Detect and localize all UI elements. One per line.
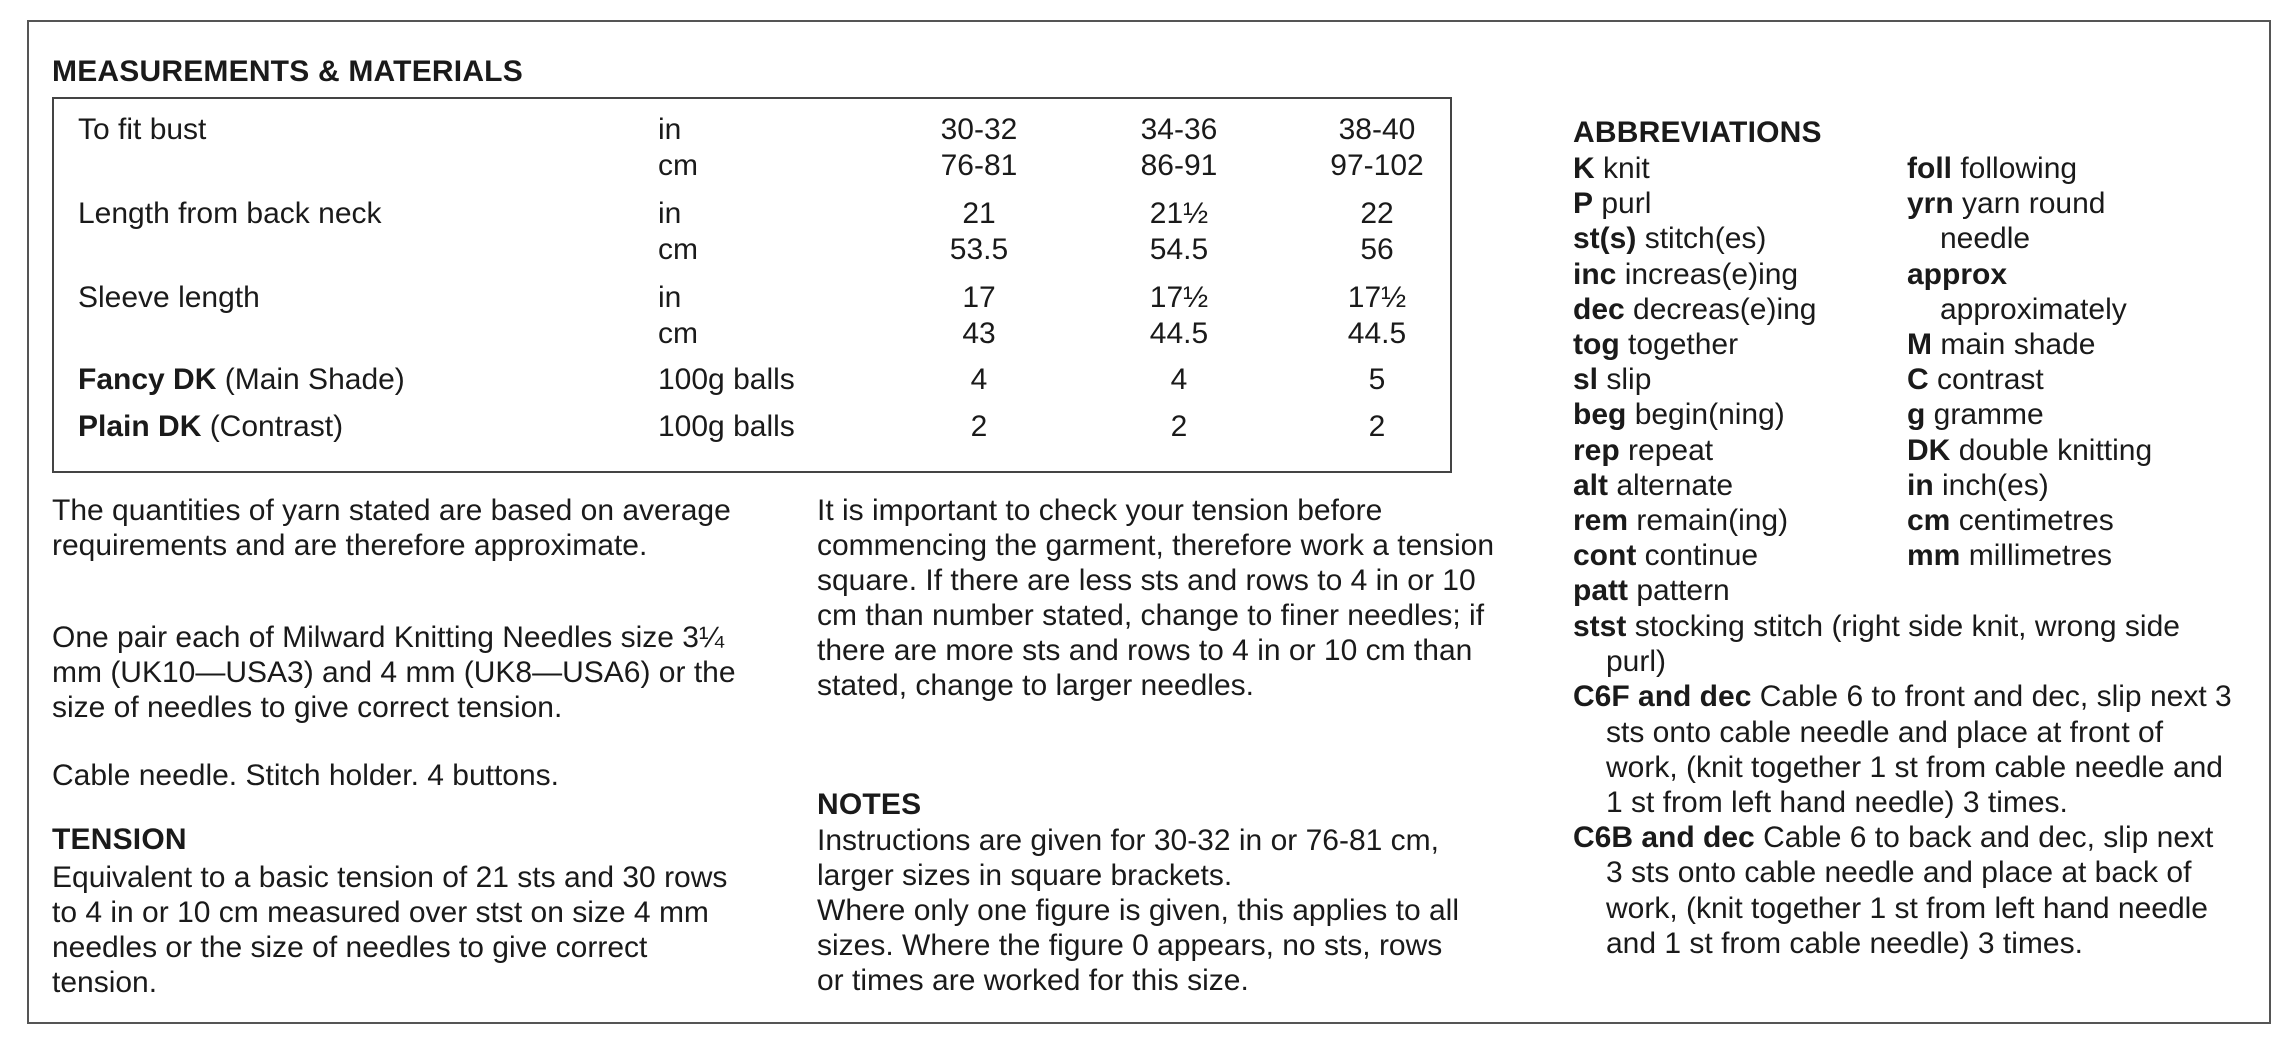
size-1-value: 21 (962, 197, 996, 230)
abbr-continuation: approximately (1940, 292, 2127, 326)
abbr-meaning: remain(ing) (1636, 504, 1789, 538)
size-1-value: 30-32 (940, 113, 1018, 146)
abbr-term: stst (1573, 610, 1627, 643)
abbr-meaning: millimetres (1968, 539, 2113, 573)
list-item (1907, 397, 2152, 432)
list-item (1573, 362, 1816, 397)
abbr-meaning: begin(ning) (1634, 398, 1785, 432)
abbr-term: DK (1907, 433, 1951, 467)
abbr-term: in (1907, 468, 1934, 502)
abbr-term: approx (1907, 257, 2008, 291)
abbr-term: cont (1573, 539, 1637, 573)
abbr-term: patt (1573, 574, 1628, 608)
list-item (1907, 151, 2152, 186)
abbr-term: K (1573, 152, 1595, 185)
size-1-value: 76-81 (940, 149, 1018, 182)
list-item (1573, 573, 1816, 608)
measurements-table (52, 97, 1452, 473)
size-1-value: 2 (970, 410, 988, 443)
size-1-value: 53.5 (949, 233, 1009, 266)
row-unit: in (658, 197, 682, 230)
row-unit: in (658, 113, 682, 146)
size-2-value: 86-91 (1140, 149, 1218, 182)
abbr-term: C6F and dec (1573, 680, 1752, 714)
abbr-term: foll (1907, 152, 1952, 185)
list-item (1907, 186, 2152, 221)
size-3-value: 38-40 (1338, 113, 1416, 146)
abbr-meaning: pattern (1636, 574, 1730, 608)
notes-heading: NOTES (817, 788, 922, 821)
list-item (1573, 186, 1816, 221)
abbr-term: C (1907, 363, 1929, 397)
yarn-label (78, 362, 405, 398)
size-3-value: 56 (1360, 233, 1394, 266)
abbr-term: rep (1573, 433, 1620, 467)
abbr-term: P (1573, 187, 1594, 221)
abbr-term: rem (1573, 504, 1629, 538)
abbr-meaning: Cable 6 to front and dec, slip next 3 sts onto cable needle and place at front of work, (knit together 1 st from cable needle and 1 st from left hand needle) 3 times. (1606, 680, 2232, 820)
abbr-term: tog (1573, 328, 1620, 362)
abbr-meaning: following (1960, 152, 2078, 185)
yarn-name: Fancy DK (78, 363, 217, 396)
abbr-term: yrn (1907, 187, 1954, 221)
yarn-shade: (Main Shade) (216, 363, 405, 396)
row-label: To fit bust (78, 113, 207, 146)
yarn-shade: (Contrast) (201, 410, 344, 443)
list-item (1573, 151, 1816, 186)
list-item (1907, 503, 2152, 538)
size-3-value: 44.5 (1347, 317, 1407, 350)
list-item (1573, 503, 1816, 538)
abbr-term: alt (1573, 468, 1609, 502)
abbr-meaning: inch(es) (1942, 468, 2049, 502)
notes-paragraph-1: Instructions are given for 30-32 in or 76-81 cm, larger sizes in square brackets. (817, 824, 1439, 892)
row-unit: in (658, 281, 682, 314)
tension-heading: TENSION (52, 823, 187, 856)
abbr-meaning: purl (1601, 187, 1652, 221)
abbr-term: sl (1573, 363, 1599, 397)
list-item (1907, 362, 2152, 397)
abbreviations-column-1 (1573, 151, 1816, 609)
abbreviations-long (1573, 609, 2233, 961)
abbr-meaning: increas(e)ing (1624, 257, 1799, 291)
list-item (1573, 257, 1816, 292)
list-item (1907, 468, 2152, 503)
tension-paragraph: Equivalent to a basic tension of 21 sts and 30 rows to 4 in or 10 cm measured over stst on size 4 mm needles or the size of needles to give correct tension. (52, 861, 728, 999)
abbr-meaning: yarn round (1962, 187, 2106, 221)
size-3-value: 17½ (1347, 281, 1407, 314)
yarn-label (78, 409, 343, 445)
list-item (1573, 327, 1816, 362)
size-1-value: 17 (962, 281, 996, 314)
list-item (1907, 327, 2152, 362)
list-item (1573, 820, 2233, 961)
abbreviations-heading: ABBREVIATIONS (1573, 116, 1822, 149)
size-3-value: 22 (1360, 197, 1394, 230)
list-item (1573, 468, 1816, 503)
abbr-meaning: together (1627, 328, 1739, 362)
yarn-name: Plain DK (78, 410, 202, 443)
abbr-meaning: slip (1606, 363, 1652, 397)
needles-paragraph: One pair each of Milward Knitting Needles size 3¼ mm (UK10—USA3) and 4 mm (UK8—USA6) or the size of needles to give correct tension. (52, 621, 736, 724)
abbr-term: st(s) (1573, 222, 1637, 256)
abbr-term: M (1907, 328, 1932, 362)
list-item (1573, 221, 1816, 256)
abbr-meaning: contrast (1937, 363, 2044, 397)
list-item (1907, 257, 2152, 292)
extras-paragraph: Cable needle. Stitch holder. 4 buttons. (52, 759, 560, 792)
abbr-meaning: repeat (1628, 433, 1714, 467)
abbr-meaning: continue (1644, 539, 1759, 573)
size-2-value: 34-36 (1140, 113, 1218, 146)
abbr-term: dec (1573, 292, 1625, 326)
size-3-value: 97-102 (1330, 149, 1424, 182)
abbr-meaning: main shade (1940, 328, 2096, 362)
size-2-value: 17½ (1149, 281, 1209, 314)
abbr-term: beg (1573, 398, 1627, 432)
list-item (1573, 538, 1816, 573)
abbr-term: cm (1907, 504, 1951, 538)
list-item (1573, 292, 1816, 327)
list-item (1573, 679, 2233, 820)
size-3-value: 2 (1368, 410, 1386, 443)
abbr-meaning: gramme (1933, 398, 2044, 432)
size-1-value: 43 (962, 317, 996, 350)
size-2-value: 2 (1170, 410, 1188, 443)
list-item (1907, 538, 2152, 573)
abbr-continuation: needle (1940, 222, 2031, 256)
row-unit: cm (658, 317, 698, 350)
list-item (1907, 433, 2152, 468)
row-label: Length from back neck (78, 197, 382, 230)
row-label: Sleeve length (78, 281, 260, 314)
measurements-heading: MEASUREMENTS & MATERIALS (52, 55, 523, 88)
abbr-meaning: stocking stitch (right side knit, wrong side purl) (1606, 610, 2180, 679)
quantities-paragraph: The quantities of yarn stated are based on average requirements and are therefore approximate. (52, 494, 731, 562)
row-unit: 100g balls (658, 363, 795, 396)
abbr-term: g (1907, 398, 1926, 432)
abbr-meaning: double knitting (1958, 433, 2153, 467)
notes-paragraph-2: Where only one figure is given, this applies to all sizes. Where the figure 0 appears, no sts, rows or times are worked for this size. (817, 894, 1460, 997)
abbr-meaning: alternate (1616, 468, 1734, 502)
size-1-value: 4 (970, 363, 988, 396)
size-2-value: 54.5 (1149, 233, 1209, 266)
list-item (1573, 397, 1816, 432)
row-unit: cm (658, 233, 698, 266)
list-item (1573, 433, 1816, 468)
row-unit: cm (658, 149, 698, 182)
size-2-value: 21½ (1149, 197, 1209, 230)
abbr-term: mm (1907, 539, 1961, 573)
tension-check-paragraph: It is important to check your tension before commencing the garment, therefore work a tension square. If there are less sts and rows to 4 in or 10 cm than number stated, change to finer needles; if there are more sts and rows to 4 in or 10 cm than stated, change to larger needles. (817, 494, 1495, 702)
row-unit: 100g balls (658, 410, 795, 443)
abbreviations-column-2 (1907, 151, 2152, 573)
size-2-value: 44.5 (1149, 317, 1209, 350)
abbr-term: C6B and dec (1573, 821, 1755, 855)
abbr-meaning: decreas(e)ing (1633, 292, 1817, 326)
abbr-term: inc (1573, 257, 1617, 291)
size-3-value: 5 (1368, 363, 1386, 396)
list-item (1573, 609, 2233, 679)
size-2-value: 4 (1170, 363, 1188, 396)
abbr-meaning: stitch(es) (1644, 222, 1767, 256)
abbr-meaning: knit (1603, 152, 1650, 185)
abbr-meaning: centimetres (1958, 504, 2114, 538)
abbr-meaning: Cable 6 to back and dec, slip next 3 sts onto cable needle and place at back of work, (knit together 1 st from left hand needle and 1 st from cable needle) 3 times. (1606, 821, 2214, 960)
